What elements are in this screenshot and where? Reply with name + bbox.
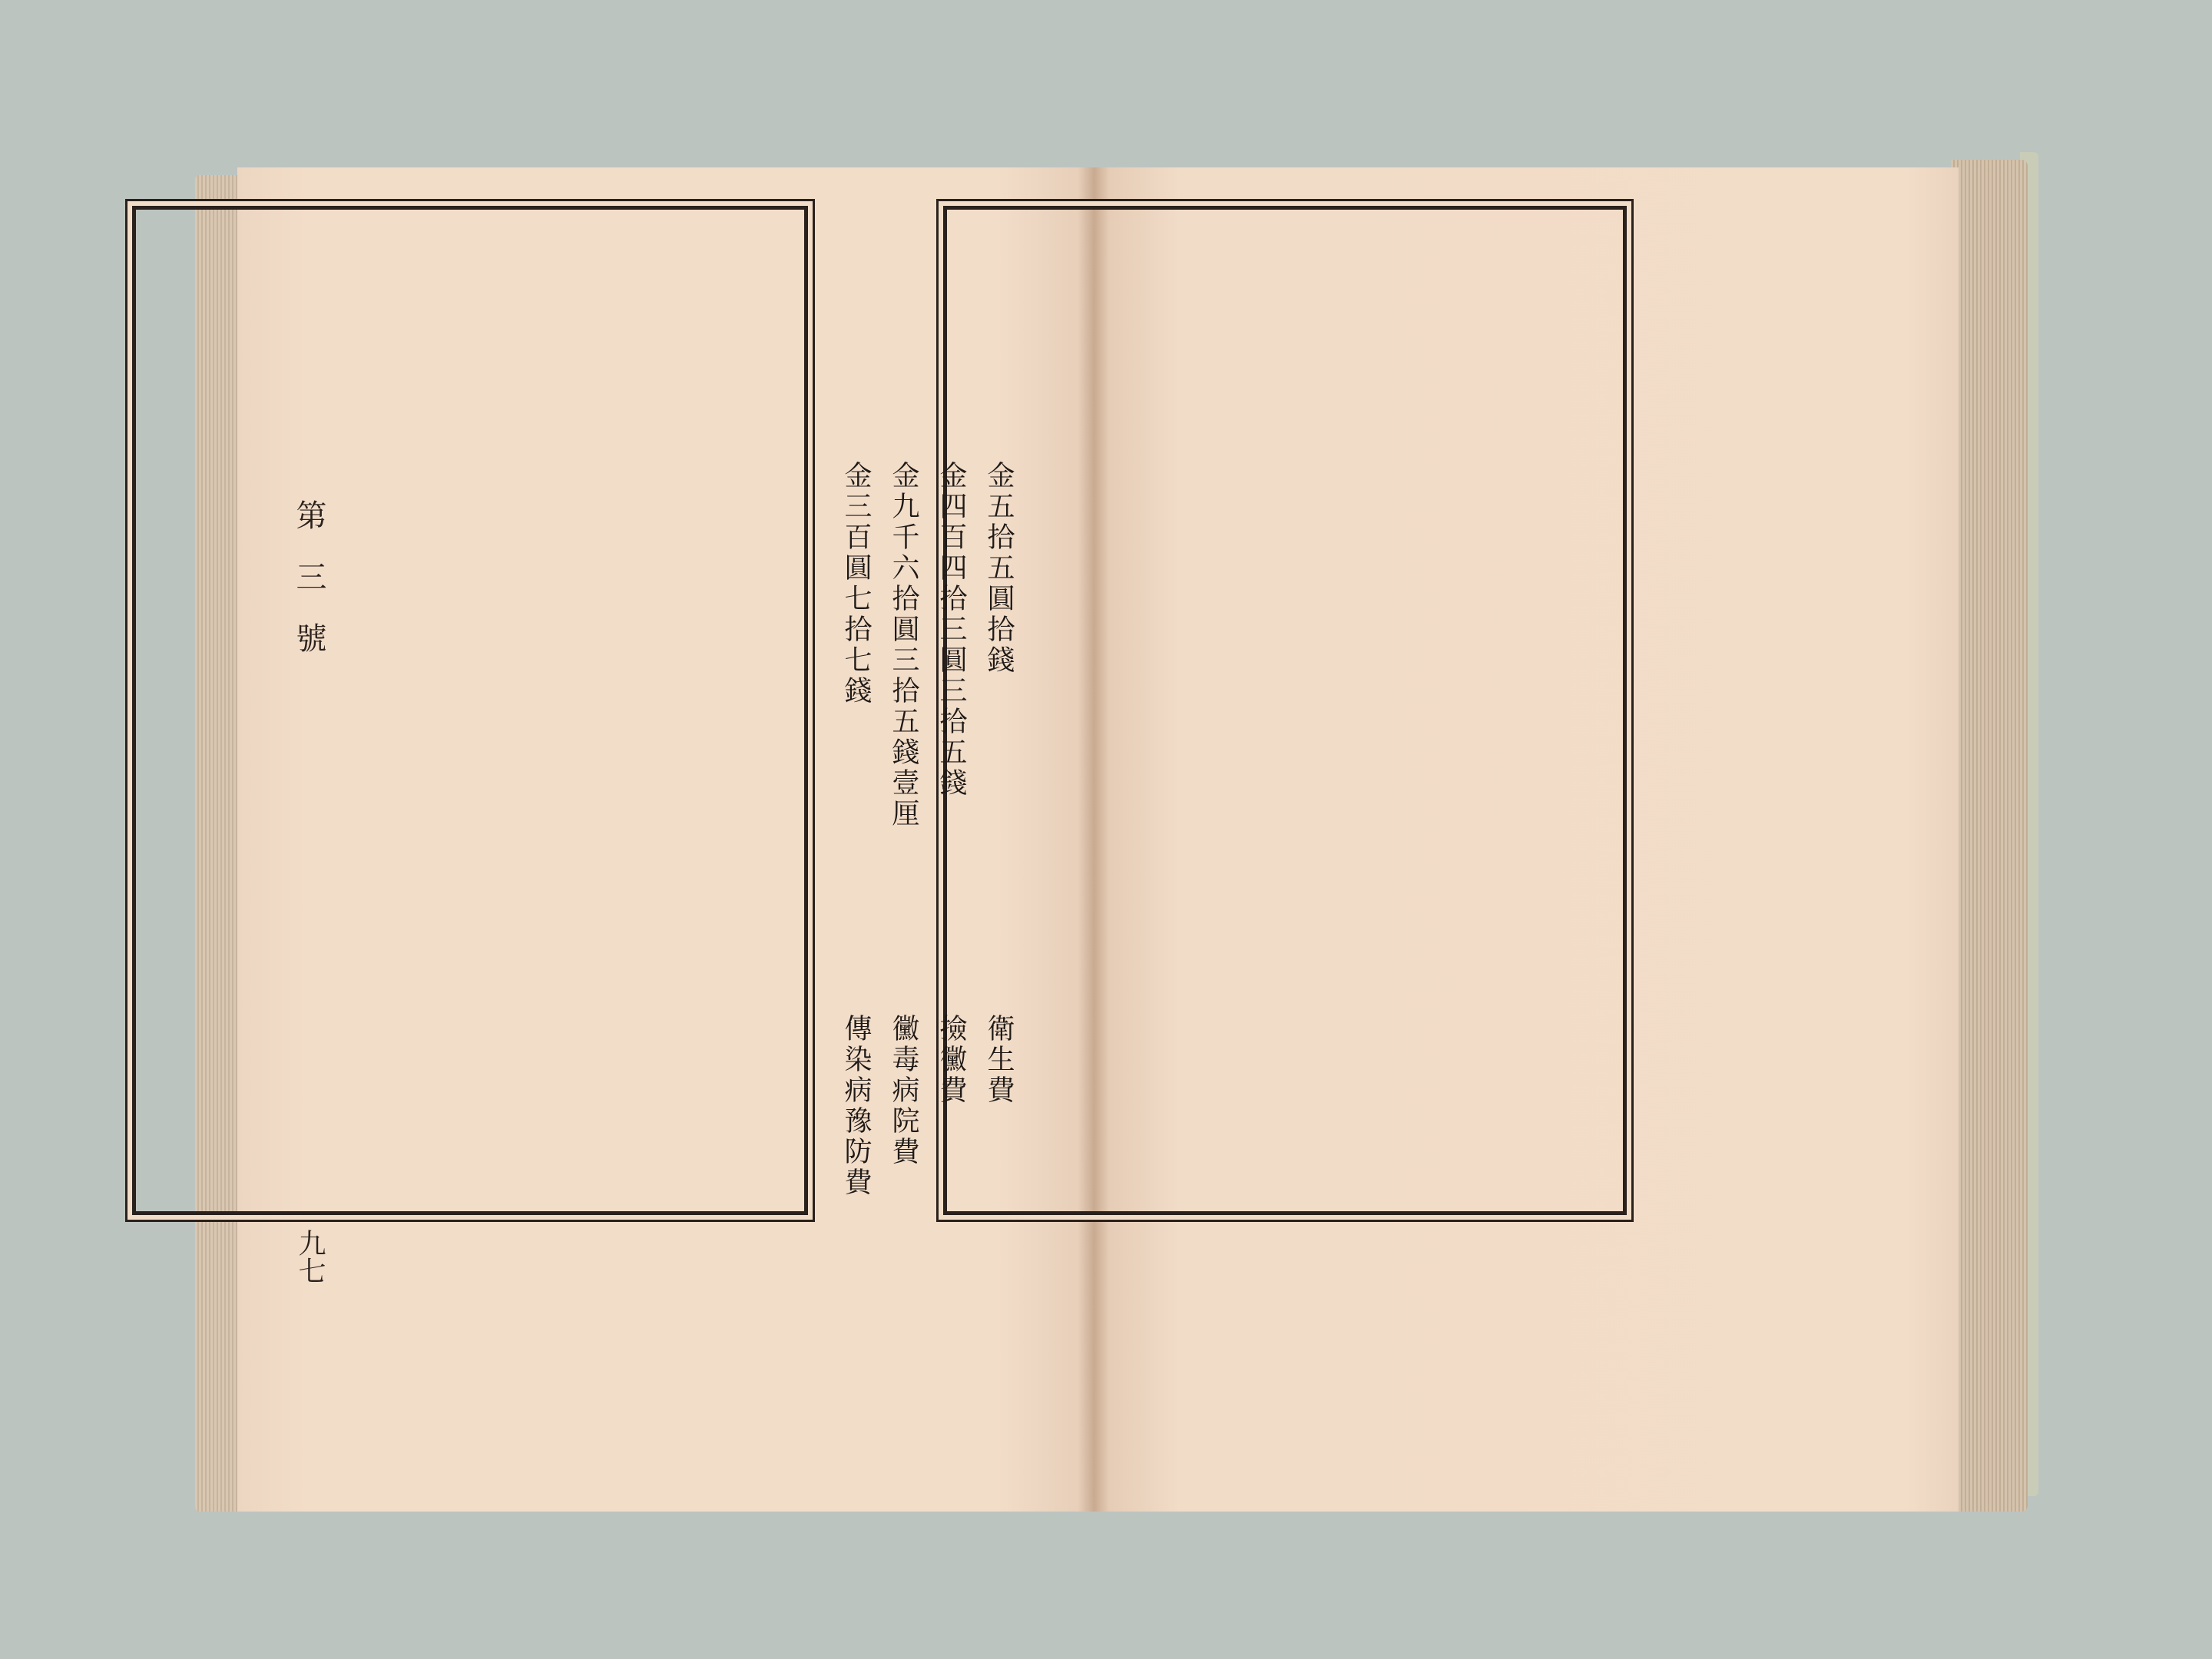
left-text-frame <box>132 206 808 1215</box>
left-page-column-8: 傳染病豫防費 <box>840 1014 872 1198</box>
page-number-left: 九七 <box>294 1229 326 1284</box>
left-page-column-7: 金三百圓七拾七錢 <box>840 461 872 707</box>
left-page-column-4: 撿黴費 <box>935 1014 967 1106</box>
page-block-edge-right <box>1951 160 2028 1512</box>
left-page-column-1: 金五拾五圓拾錢 <box>983 461 1015 676</box>
running-head: 第三號 <box>291 499 326 684</box>
left-page-column-5: 金九千六拾圓三拾五錢壹厘 <box>888 461 919 830</box>
left-page-column-2: 衛生費 <box>983 1014 1015 1106</box>
left-page-column-6: 黴毒病院費 <box>888 1014 919 1167</box>
right-text-frame <box>943 206 1627 1215</box>
left-page-column-3: 金四百四拾三圓三拾五錢 <box>935 461 967 799</box>
